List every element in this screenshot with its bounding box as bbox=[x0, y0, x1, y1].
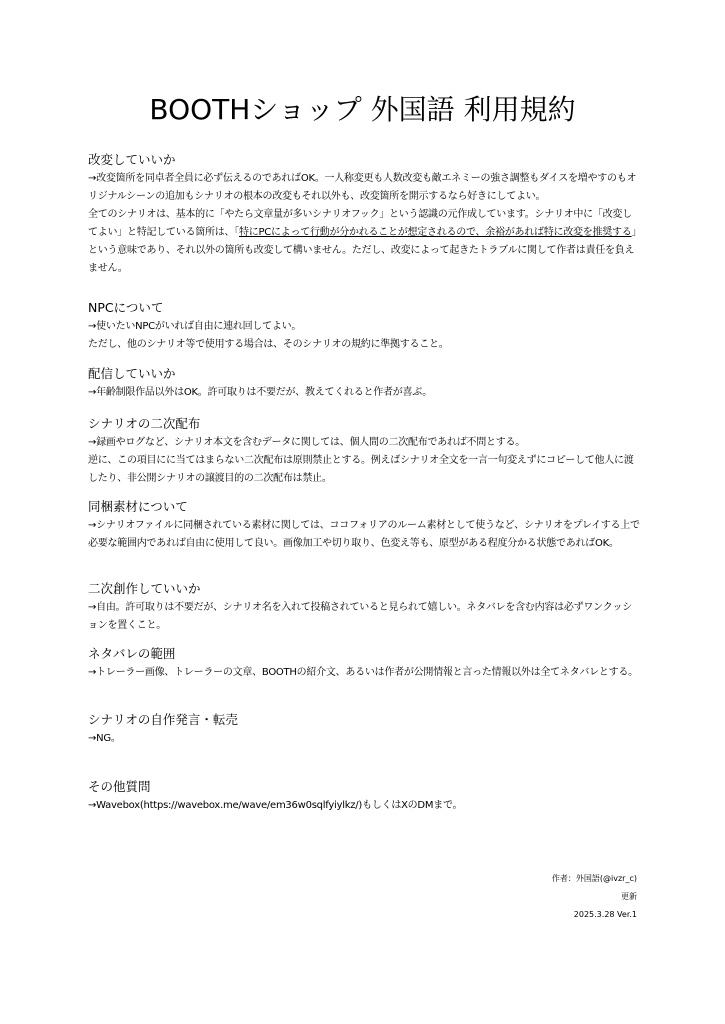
section-spoilers bbox=[88, 645, 640, 682]
body-paragraph: →年齢制限作品以外はOK。許可取りは不要だが、教えてくれると作者が喜ぶ。 bbox=[88, 387, 433, 398]
body-paragraph: →使いたいNPCがいれば自由に連れ回してよい。 bbox=[88, 321, 302, 332]
author-credit: 作者：外国語(@ivzr_c) bbox=[551, 874, 637, 883]
section-heading: ネタバレの範囲 bbox=[88, 646, 176, 661]
section-redistribution bbox=[88, 415, 640, 488]
page-title: BOOTHショップ 外国語 利用規約 bbox=[149, 93, 576, 126]
body-text: 」という意味であり、それ以外の箇所も改変して構いません。ただし、改変によって起きたトラブルに関して作者は責任を負えません。 bbox=[88, 227, 637, 274]
body-paragraph: →自由。許可取りは不要だが、シナリオ名を入れて投稿されていると見られて嬉しい。ネタバレを含む内容は必ずワンクッションを置くこと。 bbox=[88, 602, 632, 631]
section-heading: シナリオの自作発言・転売 bbox=[88, 712, 238, 727]
body-paragraph: ただし、他のシナリオ等で使用する場合は、そのシナリオの規約に準拠すること。 bbox=[88, 339, 449, 350]
body-paragraph: →改変箇所を同卓者全員に必ず伝えるのであればOK。一人称変更も人数改変も敵エネミーの強さ調整もダイスを増やすのもオリジナルシーンの追加もシナリオの根本の改変もそれ以外も、改変箇所を開示するなら好きにしてよい。 bbox=[88, 173, 637, 202]
section-body bbox=[88, 797, 640, 815]
underlined-text: 特にPCによって行動が分かれることが想定されるので、余裕があれば特に改変を推奨する bbox=[239, 227, 632, 238]
body-paragraph: →Wavebox(https://wavebox.me/wave/em36w0sqlfyiylkz/)もしくはXのDMまで。 bbox=[88, 800, 463, 811]
section-heading: 同梱素材について bbox=[88, 499, 188, 514]
body-paragraph: →トレーラー画像、トレーラーの文章、BOOTHの紹介文、あるいは作者が公開情報と言った情報以外は全てネタバレとする。 bbox=[88, 667, 638, 678]
section-heading: NPCについて bbox=[88, 300, 164, 315]
section-npc bbox=[88, 299, 640, 354]
section-plagiarism-resale bbox=[88, 711, 640, 748]
section-heading: 二次創作していいか bbox=[88, 581, 201, 596]
section-heading: 改変していいか bbox=[88, 152, 176, 167]
section-body bbox=[88, 730, 640, 748]
section-heading: シナリオの二次配布 bbox=[88, 416, 201, 431]
section-heading: その他質問 bbox=[88, 779, 151, 794]
body-paragraph: →シナリオファイルに同梱されている素材に関しては、ココフォリアのルーム素材として使うなど、シナリオをプレイする上で必要な範囲内であれば自由に使用して良い。画像加工や切り取り、色変え等も、原型がある程度分かる状態であればOK。 bbox=[88, 520, 640, 549]
section-derivative-works bbox=[88, 580, 640, 635]
updated-label: 更新 bbox=[621, 892, 637, 901]
section-body bbox=[88, 599, 640, 635]
section-streaming bbox=[88, 365, 640, 402]
section-body bbox=[88, 517, 640, 553]
footer bbox=[552, 870, 637, 924]
body-paragraph: →録画やログなど、シナリオ本文を含むデータに関しては、個人間の二次配布であれば不問とする。 bbox=[88, 437, 526, 448]
date-version: 2025.3.28 Ver.1 bbox=[573, 910, 637, 919]
section-body bbox=[88, 318, 640, 354]
section-heading: 配信していいか bbox=[88, 366, 176, 381]
body-paragraph: →NG。 bbox=[88, 733, 121, 744]
body-paragraph bbox=[88, 206, 640, 278]
section-modification bbox=[88, 151, 640, 278]
body-text: 全てのシナリオは、基本的に「やたら文章量が多いシナリオフック」という認識の元作成しています。シナリオ中に「改変してよい」と特記している箇所は、「 bbox=[88, 209, 632, 238]
section-body bbox=[88, 434, 640, 488]
section-bundled-materials bbox=[88, 498, 640, 553]
body-paragraph: 逆に、この項目にに当てはまらない二次配布は原則禁止とする。例えばシナリオ全文を一言一句変えずにコピーして他人に渡したり、非公開シナリオの譲渡目的の二次配布は禁止。 bbox=[88, 455, 634, 484]
section-body bbox=[88, 170, 640, 278]
section-body bbox=[88, 664, 640, 682]
section-other-questions bbox=[88, 778, 640, 815]
section-body bbox=[88, 384, 640, 402]
